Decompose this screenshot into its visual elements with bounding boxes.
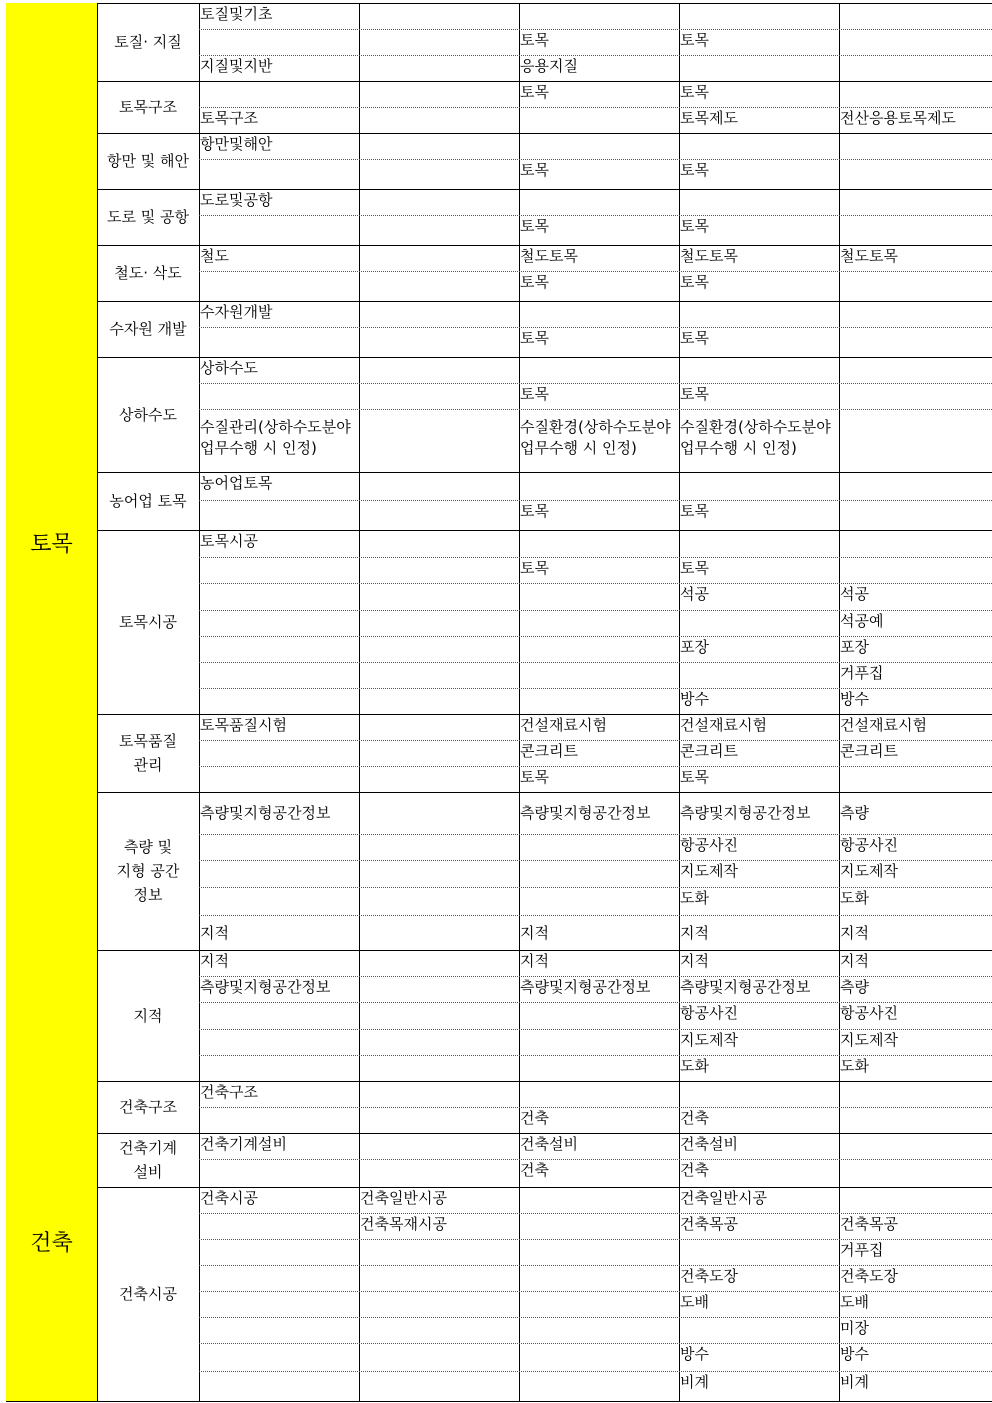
table-cell: 측량및지형공간정보 (520, 804, 651, 822)
table-cell (840, 409, 992, 472)
table-cell: 비계 (840, 1373, 869, 1391)
table-cell (520, 189, 679, 215)
table-cell: 수자원개발 (200, 303, 273, 321)
table-cell: 건축목공 (840, 1215, 898, 1233)
table-cell (840, 301, 992, 327)
table-cell (200, 1029, 359, 1055)
table-cell (680, 662, 839, 688)
table-cell (360, 887, 519, 915)
table-cell: 상하수도 (200, 359, 258, 377)
table-cell (360, 133, 519, 159)
table-cell: 방수 (840, 690, 869, 708)
table-cell (520, 636, 679, 662)
table-cell: 지도제작 (680, 862, 738, 880)
table-cell: 건축 (520, 1109, 549, 1127)
table-cell (200, 1055, 359, 1081)
table-cell: 방수 (840, 1345, 869, 1363)
table-cell (840, 1081, 992, 1107)
table-cell (520, 688, 679, 714)
table-cell (360, 1265, 519, 1291)
table-cell (200, 81, 359, 107)
table-cell (840, 357, 992, 383)
table-cell: 수질환경(상하수도분야 업무수행 시 인정) (520, 418, 671, 457)
table-cell (520, 1081, 679, 1107)
table-cell (200, 1291, 359, 1317)
table-cell (200, 1239, 359, 1265)
table-cell (360, 636, 519, 662)
table-cell (680, 610, 839, 636)
table-cell (360, 1317, 519, 1343)
table-cell (840, 159, 992, 189)
table-cell: 수질환경(상하수도분야 업무수행 시 인정) (680, 418, 831, 457)
table-cell (520, 301, 679, 327)
table-cell: 건축도장 (840, 1267, 898, 1285)
table-cell (360, 245, 519, 271)
table-cell (360, 29, 519, 55)
table-cell: 토목 (520, 559, 549, 577)
table-cell (360, 357, 519, 383)
table-cell (520, 1317, 679, 1343)
table-cell (840, 81, 992, 107)
subcategory-label: 토목시공 (119, 613, 177, 631)
subcategory-label: 지적 (133, 1006, 163, 1025)
table-cell (840, 500, 992, 530)
table-cell (680, 189, 839, 215)
table-cell (200, 500, 359, 530)
table-cell: 건축도장 (680, 1267, 738, 1285)
table-cell: 비계 (680, 1373, 709, 1391)
subcategory-label: 농어업 토목 (109, 492, 187, 510)
table-cell (520, 133, 679, 159)
table-cell: 건축 (680, 1109, 709, 1127)
table-cell (520, 583, 679, 610)
table-cell (680, 530, 839, 557)
table-cell: 측량및지형공간정보 (680, 804, 811, 822)
table-cell (200, 766, 359, 792)
table-cell: 지도제작 (840, 1031, 898, 1049)
table-cell: 건축 (680, 1161, 709, 1179)
table-cell (200, 1159, 359, 1187)
table-cell (840, 1187, 992, 1213)
table-cell (360, 915, 519, 950)
table-cell: 항공사진 (680, 836, 738, 854)
table-cell (840, 766, 992, 792)
table-cell (200, 383, 359, 409)
table-cell (680, 357, 839, 383)
table-cell (520, 357, 679, 383)
table-cell: 도화 (840, 1057, 869, 1075)
table-cell (840, 133, 992, 159)
table-cell (840, 271, 992, 301)
table-cell (680, 1317, 839, 1343)
subcategory-label: 철도· 삭도 (114, 264, 182, 282)
table-cell (200, 215, 359, 245)
table-cell: 토목 (520, 768, 549, 786)
table-cell (680, 472, 839, 500)
table-cell: 지적 (200, 924, 229, 942)
table-cell (360, 688, 519, 714)
table-cell (360, 81, 519, 107)
table-cell (360, 327, 519, 357)
table-cell (200, 29, 359, 55)
table-cell (360, 1291, 519, 1317)
table-cell: 철도토목 (680, 247, 738, 265)
table-cell: 거푸집 (840, 664, 884, 682)
table-cell (520, 610, 679, 636)
table-cell: 항공사진 (840, 836, 898, 854)
table-cell (520, 1291, 679, 1317)
table-cell: 지적 (680, 924, 709, 942)
table-cell (840, 1107, 992, 1133)
table-cell (520, 3, 679, 29)
table-cell (360, 383, 519, 409)
table-cell: 토목 (520, 161, 549, 179)
table-cell (360, 3, 519, 29)
table-cell: 건축일반시공 (680, 1189, 767, 1207)
table-cell: 건축시공 (200, 1189, 258, 1207)
table-cell (200, 1371, 359, 1401)
table-cell (360, 107, 519, 133)
table-cell: 방수 (680, 1345, 709, 1363)
table-cell (840, 189, 992, 215)
table-cell: 토목 (520, 273, 549, 291)
table-cell: 도배 (680, 1293, 709, 1311)
table-cell (840, 327, 992, 357)
table-cell (520, 1371, 679, 1401)
table-cell: 석공예 (840, 612, 884, 630)
table-cell (200, 1002, 359, 1029)
table-cell: 토목 (680, 83, 709, 101)
table-cell: 수질관리(상하수도분야 업무수행 시 인정) (200, 418, 351, 457)
table-cell: 토목 (680, 329, 709, 347)
subcategory-label: 상하수도 (119, 405, 177, 424)
table-cell (360, 1239, 519, 1265)
table-cell: 항만및해안 (200, 135, 273, 153)
table-cell (200, 583, 359, 610)
table-cell: 지적 (840, 924, 869, 942)
table-cell (520, 1239, 679, 1265)
table-cell (520, 1187, 679, 1213)
table-cell (200, 740, 359, 766)
table-cell: 미장 (840, 1319, 869, 1337)
subcategory-label: 도로 및 공항 (107, 208, 189, 226)
table-cell (360, 976, 519, 1002)
table-cell: 토목 (680, 502, 709, 520)
table-cell: 거푸집 (840, 1241, 884, 1259)
table-cell (200, 557, 359, 583)
subcategory-label: 건축기계 설비 (119, 1139, 177, 1181)
table-cell: 도화 (680, 1057, 709, 1075)
table-cell: 건축일반시공 (360, 1189, 447, 1207)
table-cell: 측량및지형공간정보 (200, 804, 331, 822)
table-cell: 토목시공 (200, 532, 258, 550)
table-cell: 건축 (520, 1161, 549, 1179)
table-cell: 건설재료시험 (680, 716, 767, 734)
table-cell: 도화 (840, 889, 869, 907)
table-cell: 측량및지형공간정보 (520, 978, 651, 996)
table-cell (360, 1343, 519, 1371)
table-cell: 응용지질 (520, 57, 578, 75)
table-cell: 지적 (840, 952, 869, 970)
subcategory-label: 토질· 지질 (114, 33, 182, 51)
table-cell (520, 472, 679, 500)
table-cell: 토목 (680, 161, 709, 179)
table-cell: 토목 (680, 273, 709, 291)
subcategory-label: 건축시공 (119, 1285, 177, 1303)
table-cell (520, 107, 679, 133)
table-cell (360, 610, 519, 636)
table-cell: 방수 (680, 690, 709, 708)
table-cell (840, 530, 992, 557)
table-cell: 콘크리트 (680, 742, 738, 760)
table-cell: 토목 (520, 329, 549, 347)
table-cell (200, 327, 359, 357)
table-cell: 도배 (840, 1293, 869, 1311)
table-cell (520, 1343, 679, 1371)
table-cell: 건축기계설비 (200, 1135, 287, 1153)
table-cell (680, 3, 839, 29)
table-cell: 토목품질시험 (200, 716, 287, 734)
table-cell (200, 1343, 359, 1371)
table-cell: 토목 (520, 83, 549, 101)
table-cell: 토목 (520, 31, 549, 49)
table-cell (360, 530, 519, 557)
table-cell: 토목 (520, 385, 549, 403)
table-cell (680, 1081, 839, 1107)
table-cell: 지도제작 (680, 1031, 738, 1049)
table-cell (200, 159, 359, 189)
table-cell (360, 766, 519, 792)
table-cell (360, 1055, 519, 1081)
table-cell: 토질및기초 (200, 5, 273, 23)
table-cell (360, 159, 519, 189)
table-cell (360, 792, 519, 834)
table-cell (360, 834, 519, 860)
table-cell (360, 1081, 519, 1107)
table-cell (200, 1107, 359, 1133)
table-cell (360, 189, 519, 215)
table-cell (360, 409, 519, 472)
table-cell: 농어업토목 (200, 474, 273, 492)
table-cell: 건축설비 (680, 1135, 738, 1153)
table-top-border (97, 3, 992, 4)
table-cell: 측량 (840, 804, 869, 822)
table-cell: 철도 (200, 247, 229, 265)
table-cell (360, 1002, 519, 1029)
table-cell: 토목 (680, 31, 709, 49)
table-cell: 토목제도 (680, 109, 738, 127)
table-cell (520, 1213, 679, 1239)
table-cell (840, 1159, 992, 1187)
table-cell (520, 1002, 679, 1029)
table-cell (520, 1029, 679, 1055)
table-cell: 측량및지형공간정보 (200, 978, 331, 996)
table-cell (360, 1371, 519, 1401)
table-cell: 석공 (680, 585, 709, 603)
table-cell (680, 133, 839, 159)
table-cell: 포장 (680, 638, 709, 656)
table-cell: 항공사진 (840, 1004, 898, 1022)
table-cell: 지적 (680, 952, 709, 970)
table-cell (840, 29, 992, 55)
table-cell (360, 1159, 519, 1187)
table-cell (360, 1133, 519, 1159)
table-cell (360, 714, 519, 740)
table-cell: 토목 (680, 217, 709, 235)
table-cell (360, 472, 519, 500)
table-cell: 콘크리트 (520, 742, 578, 760)
table-cell (200, 1265, 359, 1291)
table-cell: 지도제작 (840, 862, 898, 880)
table-cell: 전산응용토목제도 (840, 109, 956, 127)
table-cell: 지적 (200, 952, 229, 970)
table-cell (520, 530, 679, 557)
table-cell (200, 636, 359, 662)
table-cell (520, 1265, 679, 1291)
table-cell (840, 1133, 992, 1159)
table-cell (840, 55, 992, 81)
table-cell: 측량 (840, 978, 869, 996)
table-cell: 지적 (520, 952, 549, 970)
table-cell: 도로및공항 (200, 191, 273, 209)
table-cell: 지질및지반 (200, 57, 273, 75)
table-cell (520, 887, 679, 915)
table-cell (680, 55, 839, 81)
table-cell: 토목 (680, 768, 709, 786)
table-cell: 건축구조 (200, 1083, 258, 1101)
table-cell: 건설재료시험 (520, 716, 607, 734)
table-cell (360, 1107, 519, 1133)
table-cell (200, 1317, 359, 1343)
table-cell (840, 3, 992, 29)
table-cell: 측량및지형공간정보 (680, 978, 811, 996)
table-cell (200, 610, 359, 636)
table-cell: 토목 (520, 502, 549, 520)
table-cell: 토목구조 (200, 109, 258, 127)
subcategory-label: 수자원 개발 (109, 320, 187, 338)
table-cell (200, 887, 359, 915)
table-cell (360, 500, 519, 530)
table-cell (360, 1029, 519, 1055)
table-cell (520, 1055, 679, 1081)
table-cell (360, 271, 519, 301)
table-cell (520, 860, 679, 887)
table-cell: 토목 (680, 385, 709, 403)
table-cell (840, 472, 992, 500)
table-cell: 건축목재시공 (360, 1215, 447, 1233)
table-cell (360, 950, 519, 976)
table-cell: 지적 (520, 924, 549, 942)
table-cell (840, 215, 992, 245)
subcategory-label: 토목구조 (119, 98, 177, 116)
table-cell (680, 301, 839, 327)
category-label: 토목 (6, 3, 97, 1081)
subcategory-label: 측량 및 지형 공간 정보 (116, 838, 180, 904)
table-cell (200, 688, 359, 714)
table-cell (360, 740, 519, 766)
table-cell: 콘크리트 (840, 742, 898, 760)
subcategory-label: 항만 및 해안 (107, 152, 189, 170)
table-cell: 건축목공 (680, 1215, 738, 1233)
table-cell (840, 383, 992, 409)
subcategory-label: 건축구조 (119, 1098, 177, 1116)
table-cell (360, 583, 519, 610)
table-cell: 석공 (840, 585, 869, 603)
table-cell (360, 301, 519, 327)
table-cell (200, 271, 359, 301)
table-cell: 토목 (680, 559, 709, 577)
table-cell: 철도토목 (840, 247, 898, 265)
table-cell (520, 662, 679, 688)
table-cell (360, 860, 519, 887)
table-cell (200, 860, 359, 887)
table-cell: 포장 (840, 638, 869, 656)
table-cell (680, 1239, 839, 1265)
table-cell: 토목 (520, 217, 549, 235)
subcategory-label: 토목품질 관리 (119, 732, 177, 774)
table-cell (200, 1213, 359, 1239)
table-cell (200, 662, 359, 688)
table-cell: 건설재료시험 (840, 716, 927, 734)
table-cell: 건축설비 (520, 1135, 578, 1153)
table-cell (520, 834, 679, 860)
table-cell (360, 557, 519, 583)
table-cell: 철도토목 (520, 247, 578, 265)
table-cell: 항공사진 (680, 1004, 738, 1022)
table-cell (840, 557, 992, 583)
table-cell: 도화 (680, 889, 709, 907)
table-cell (360, 215, 519, 245)
table-cell (360, 662, 519, 688)
table-cell (360, 55, 519, 81)
section-divider (6, 1401, 992, 1402)
category-label: 건축 (6, 1081, 97, 1401)
table-cell (200, 834, 359, 860)
